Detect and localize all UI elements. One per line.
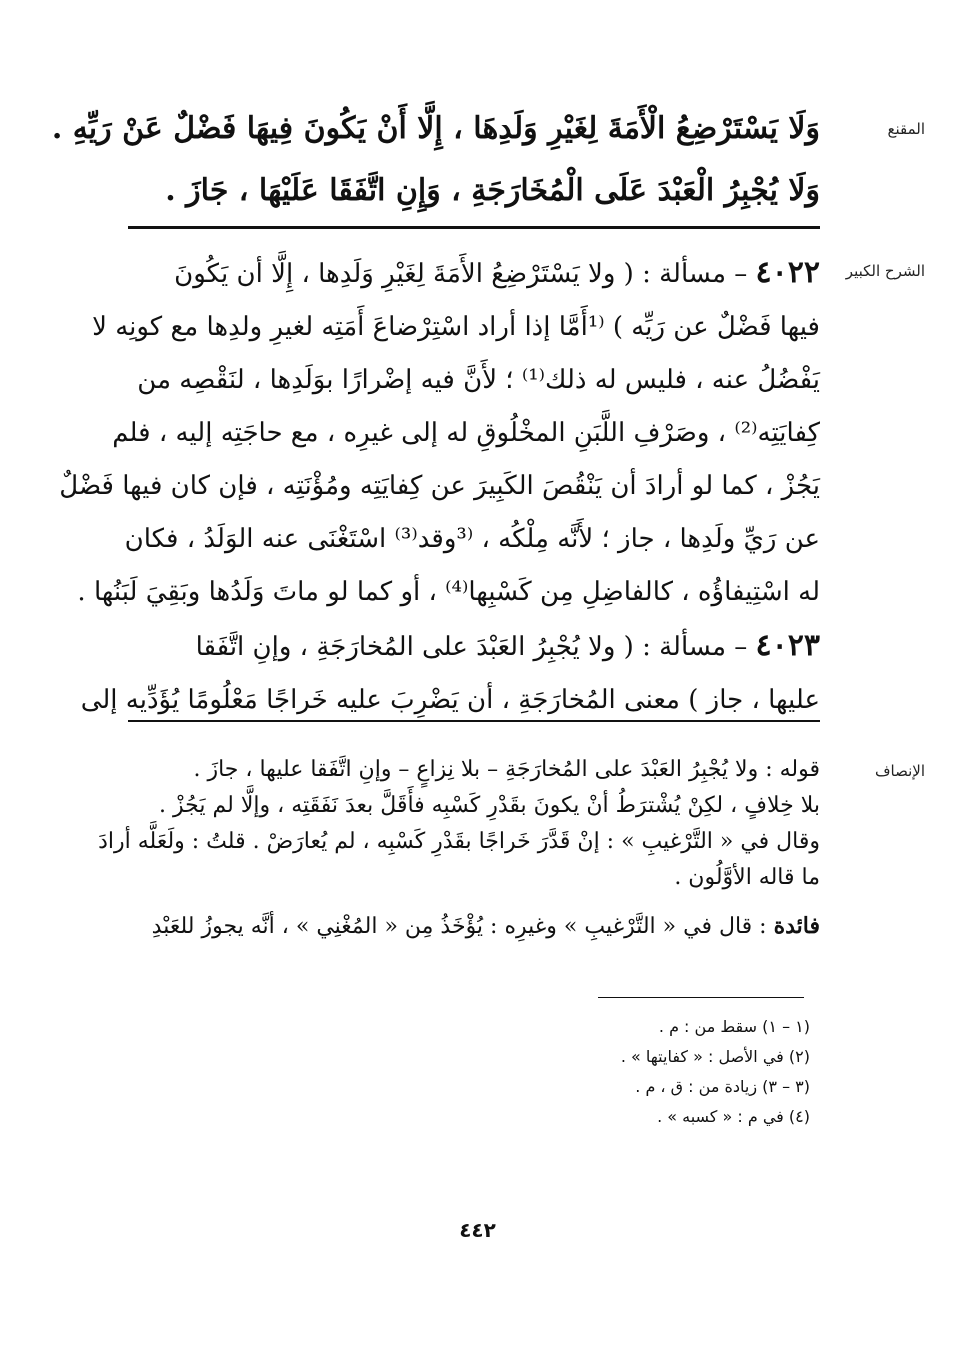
muqni-line: وَلَا يَسْتَرْضِعُ الْأَمَةَ لِغَيْرِ وَلَدِهَا ، إِلَّا أَنْ يَكُونَ فِيهَا فَضْلٌ عَنْ رَيِّهِ .	[51, 111, 820, 146]
section-divider	[128, 226, 820, 229]
muqni-line: وَلَا يُجْبِرُ الْعَبْدَ عَلَى الْمُخَارَجَةِ ، وَإِنِ اتَّفَقَا عَلَيْهَا ، جَازَ .	[165, 173, 820, 208]
footnote: (٢) في الأصل : « كفايتها » .	[620, 1047, 810, 1066]
section-label-insaf: الإنصاف	[874, 762, 925, 780]
section-label-sharh: الشرح الكبير	[845, 262, 925, 280]
sharh-line	[130, 246, 820, 301]
sharh-text	[59, 246, 820, 727]
footnote: (٣ – ٣) زيادة من : ق ، م .	[635, 1077, 810, 1096]
issue-number: ٤٠٢٣	[755, 628, 820, 663]
issue-number: ٤٠٢٢	[755, 255, 820, 290]
footnote-separator	[598, 997, 804, 998]
sharh-line: كِفايَتِه⁽²⁾ ، وصَرْفِ اللَّبَنِ المخْلُوقِ له إلى غيرِه ، مع حاجَتِه إليه ، فلم	[112, 418, 820, 448]
issue-heading: – مسألة : ( ولا يَسْتَرْضِعُ الأَمَةَ لِغَيْرِ وَلَدِها ، إِلَّا أن يَكُونَ	[174, 259, 748, 289]
page-number: ٤٤٢	[459, 1218, 496, 1242]
footnote: (١ – ١) سقط من : م .	[658, 1017, 810, 1036]
sharh-line	[130, 619, 820, 674]
sharh-line: فيها فَضْلٌ عن رَيِّه ) ⁽¹أَمَّا إذا أراد اسْتِرْضاعَ أَمَتِه لغيرِ ولدِها مع كونِه لا	[92, 312, 820, 342]
sharh-line: عن رَيِّ ولَدِها ، جاز ؛ لأَنَّه مِلْكُه ، ⁽³وقد⁽³⁾ اسْتَغْنَى عنه الوَلَدُ ، فكان	[124, 524, 820, 554]
section-divider	[128, 720, 820, 722]
insaf-line	[130, 908, 820, 945]
insaf-line: قوله : ولا يُجْبِرُ العَبْدَ على المُخارَجَةِ – بلا نِزاعٍ – وإنِ اتَّفَقا عليها ، جازَ .	[193, 757, 820, 782]
insaf-text	[98, 752, 820, 945]
muqni-text	[51, 98, 820, 222]
issue-heading: – مسألة : ( ولا يُجْبِرُ العَبْدَ على المُخارَجَةِ ، وإنِ اتَّفَقا	[195, 632, 748, 662]
insaf-line: بلا خِلافٍ ، لكِنْ يُشْترَطُ أنْ يكونَ بقَدْرِ كَسْبِه فأَقَلَّ بعدَ نَفَقَتِه ، وإلَّا لم يَجُزْ .	[159, 793, 820, 818]
footnote: (٤) في م : « كسبه » .	[657, 1107, 810, 1126]
sharh-line: عليها ، جاز ) معنى المُخارَجَةِ ، أن يَضْرِبَ عليه خَراجًا مَعْلُومًا يُؤَدِّيه إلى	[80, 685, 820, 715]
sharh-line: يَفْضُلُ عنه ، فليس له ذلك⁽¹⁾ ؛ لأَنَّ فيه إضْرارًا بوَلَدِها ، لنَقْصِه من	[137, 365, 820, 395]
sharh-line: يَجُزْ ، كما لو أرادَ أن يَنْقُصَ الكَبِيرَ عن كِفايَتِه ومُؤْنَتِه ، فإن كان فيها فَضْلٌ	[59, 471, 820, 501]
insaf-line: وقال في « التَّرْغيبِ » : إنْ قَدَّرَ خَراجًا بقَدْرِ كَسْبِه ، لم يُعارَضْ . قلتُ : ولَعَلَّه أرادَ	[98, 829, 820, 854]
section-label-muqni: المقنع	[887, 120, 925, 138]
fawaid-text: : قال في « التَّرْغيبِ » وغيرِه : يُؤْخَذُ مِن « المُغْنِي » ، أنَّه يجوزُ للعَبْدِ	[151, 914, 767, 939]
sharh-line: له اسْتِيفاؤُه ، كالفاضِلِ مِن كَسْبِها⁽⁴⁾ ، أو كما لو ماتَ وَلَدُها وبَقِيَ لَبَنُها .	[77, 577, 820, 607]
footnotes	[150, 1012, 810, 1132]
insaf-line: ما قاله الأوَّلُون .	[674, 865, 820, 890]
fawaid-label: فائدة	[773, 913, 820, 939]
